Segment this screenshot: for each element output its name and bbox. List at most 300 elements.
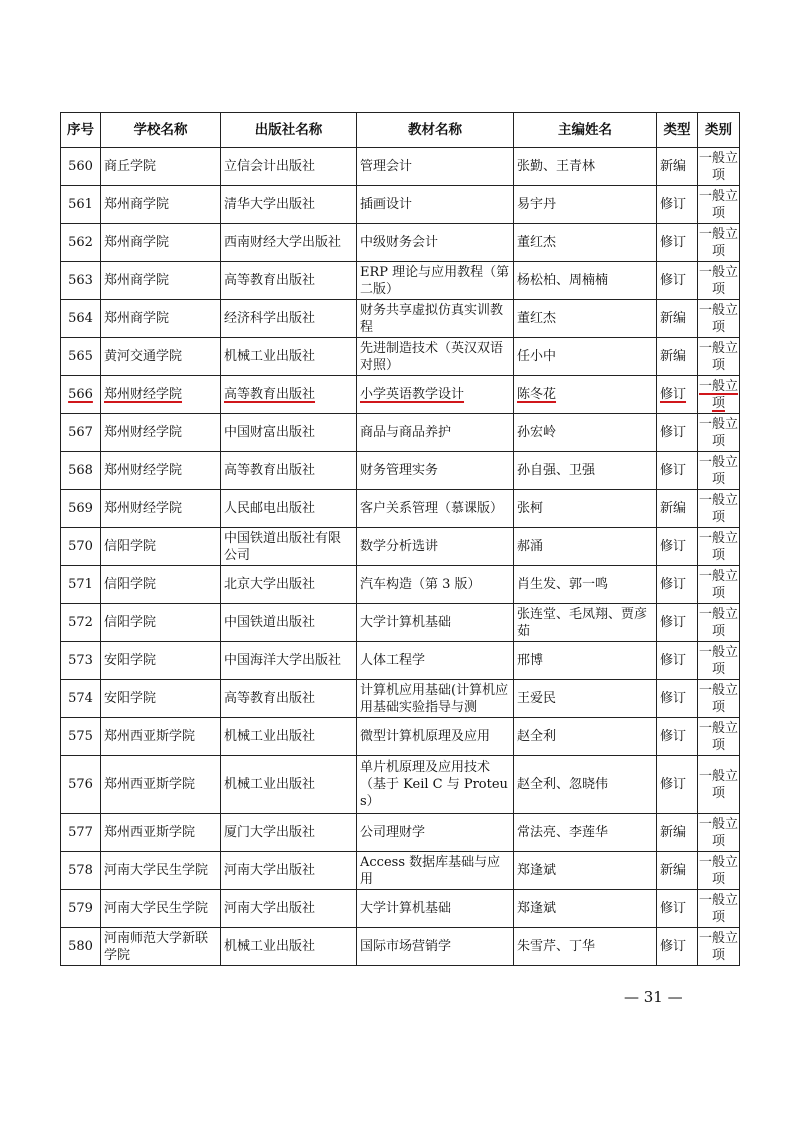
cell-editor-text: 邢博 [517,653,544,668]
cell-editor-text: 赵全利、忽晓伟 [517,777,609,792]
cell-publisher [221,262,357,300]
cell-editor-text: 杨松柏、周楠楠 [517,273,609,288]
cell-textbook [357,528,514,566]
cell-category [698,452,740,490]
cell-no [61,566,101,604]
cell-publisher-text: 高等教育出版社 [224,463,316,478]
cell-category-text: 一般立项 [699,816,739,849]
cell-type-text: 修订 [660,387,687,402]
cell-editor-text: 郑逢斌 [517,863,557,878]
cell-no [61,414,101,452]
table-row [61,852,740,890]
cell-school [101,680,221,718]
cell-category [698,604,740,642]
header-editor: 主编姓名 [514,113,657,148]
cell-publisher [221,756,357,814]
cell-type-text: 新编 [660,159,687,174]
cell-category-text: 一般立项 [699,720,739,753]
cell-publisher [221,452,357,490]
cell-type [657,566,698,604]
cell-category [698,680,740,718]
cell-type [657,528,698,566]
cell-school [101,186,221,224]
cell-no-text: 564 [68,311,93,326]
cell-publisher-text: 清华大学出版社 [224,197,316,212]
cell-school [101,376,221,414]
cell-category [698,928,740,966]
cell-school-text: 郑州商学院 [104,311,170,326]
cell-editor-text: 董红杰 [517,311,557,326]
header-school: 学校名称 [101,113,221,148]
cell-type-text: 修订 [660,425,687,440]
cell-category [698,756,740,814]
cell-publisher [221,928,357,966]
cell-textbook-text: 汽车构造（第 3 版） [360,577,481,592]
cell-editor [514,604,657,642]
cell-category [698,718,740,756]
cell-no-text: 572 [68,615,93,630]
cell-editor [514,718,657,756]
cell-school-text: 河南师范大学新联学院 [104,930,209,963]
cell-editor [514,490,657,528]
table-row [61,814,740,852]
cell-textbook-text: 公司理财学 [360,825,426,840]
cell-category-text: 一般立项 [699,768,739,801]
cell-type-text: 修订 [660,653,687,668]
cell-category [698,376,740,414]
cell-school [101,642,221,680]
cell-no-text: 579 [68,901,93,916]
cell-school-text: 信阳学院 [104,577,157,592]
cell-textbook-text: 先进制造技术（英汉双语对照） [360,340,504,373]
cell-no [61,148,101,186]
cell-publisher-text: 中国铁道出版社 [224,615,316,630]
cell-no-text: 569 [68,501,93,516]
cell-school-text: 信阳学院 [104,539,157,554]
cell-no-text: 570 [68,539,93,554]
cell-school [101,224,221,262]
cell-publisher [221,186,357,224]
cell-school [101,852,221,890]
cell-publisher-text: 机械工业出版社 [224,349,316,364]
cell-category-text: 一般立项 [699,492,739,525]
cell-editor-text: 常法亮、李莲华 [517,825,609,840]
cell-publisher-text: 河南大学出版社 [224,901,316,916]
cell-no [61,452,101,490]
cell-publisher-text: 中国海洋大学出版社 [224,653,342,668]
cell-textbook-text: 商品与商品养护 [360,425,452,440]
cell-type [657,452,698,490]
cell-category [698,148,740,186]
cell-school [101,890,221,928]
cell-no-text: 563 [68,273,93,288]
cell-editor-text: 张柯 [517,501,544,516]
table-row [61,414,740,452]
cell-publisher-text: 立信会计出版社 [224,159,316,174]
cell-editor [514,852,657,890]
cell-school-text: 河南大学民生学院 [104,863,209,878]
cell-textbook [357,890,514,928]
cell-type-text: 新编 [660,349,687,364]
cell-category [698,890,740,928]
cell-type [657,186,698,224]
cell-no [61,928,101,966]
cell-publisher-text: 人民邮电出版社 [224,501,316,516]
cell-category-text: 一般立项 [699,416,739,449]
cell-school [101,414,221,452]
cell-no-text: 565 [68,349,93,364]
cell-no [61,852,101,890]
cell-no-text: 578 [68,863,93,878]
header-publisher: 出版社名称 [221,113,357,148]
cell-school [101,718,221,756]
cell-editor [514,300,657,338]
cell-category-text: 一般立项 [699,454,739,487]
cell-editor-text: 张连堂、毛凤翔、贾彦茹 [517,606,648,639]
cell-school [101,566,221,604]
cell-school [101,300,221,338]
table-body [61,148,740,966]
cell-textbook [357,566,514,604]
cell-school-text: 郑州财经学院 [104,425,183,440]
cell-textbook [357,452,514,490]
cell-publisher-text: 厦门大学出版社 [224,825,316,840]
cell-type [657,642,698,680]
cell-textbook-text: 微型计算机原理及应用 [360,729,491,744]
cell-textbook [357,186,514,224]
cell-publisher [221,376,357,414]
cell-no-text: 577 [68,825,93,840]
cell-editor [514,528,657,566]
table-row [61,718,740,756]
cell-publisher-text: 经济科学出版社 [224,311,316,326]
cell-type-text: 修订 [660,235,687,250]
cell-category [698,186,740,224]
cell-type-text: 修订 [660,729,687,744]
cell-type [657,148,698,186]
cell-category [698,414,740,452]
cell-editor [514,338,657,376]
cell-type [657,756,698,814]
cell-textbook-text: 数学分析选讲 [360,539,439,554]
cell-editor [514,186,657,224]
cell-school-text: 郑州财经学院 [104,463,183,478]
cell-category [698,300,740,338]
cell-type [657,414,698,452]
cell-textbook-text: 人体工程学 [360,653,426,668]
cell-category-text: 一般立项 [699,264,739,297]
cell-type [657,376,698,414]
cell-publisher [221,148,357,186]
cell-category [698,642,740,680]
cell-no [61,490,101,528]
cell-type [657,814,698,852]
cell-category-text: 一般立项 [699,644,739,677]
cell-textbook-text: 插画设计 [360,197,413,212]
cell-publisher-text: 机械工业出版社 [224,939,316,954]
cell-editor [514,376,657,414]
cell-editor [514,756,657,814]
cell-type-text: 修订 [660,615,687,630]
cell-category-text: 一般立项 [699,226,739,259]
header-textbook: 教材名称 [357,113,514,148]
cell-textbook [357,718,514,756]
cell-editor-text: 张勤、王青林 [517,159,596,174]
cell-type-text: 新编 [660,863,687,878]
cell-type [657,490,698,528]
cell-category [698,566,740,604]
cell-no-text: 571 [68,577,93,592]
cell-editor-text: 王爱民 [517,691,557,706]
cell-textbook [357,928,514,966]
cell-publisher [221,718,357,756]
cell-textbook [357,300,514,338]
cell-no-text: 576 [68,777,93,792]
cell-no [61,262,101,300]
cell-publisher-text: 高等教育出版社 [224,273,316,288]
cell-editor [514,814,657,852]
header-row [61,113,740,148]
cell-editor-text: 孙宏岭 [517,425,557,440]
cell-editor [514,224,657,262]
cell-editor [514,680,657,718]
cell-publisher [221,566,357,604]
cell-textbook [357,376,514,414]
table-row [61,566,740,604]
cell-editor [514,262,657,300]
cell-school [101,814,221,852]
cell-publisher-text: 高等教育出版社 [224,387,316,402]
cell-publisher [221,852,357,890]
cell-type [657,224,698,262]
cell-school-text: 郑州商学院 [104,273,170,288]
table-row [61,890,740,928]
cell-school [101,756,221,814]
cell-school-text: 郑州财经学院 [104,387,183,402]
cell-textbook [357,604,514,642]
cell-textbook-text: ERP 理论与应用教程（第二版） [360,264,510,297]
table-row [61,224,740,262]
cell-no [61,186,101,224]
cell-type [657,890,698,928]
table-row [61,148,740,186]
cell-editor-text: 郝涌 [517,539,544,554]
table-row [61,756,740,814]
cell-school [101,928,221,966]
cell-category-text: 一般立项 [699,682,739,715]
cell-textbook [357,262,514,300]
cell-textbook [357,680,514,718]
cell-no [61,338,101,376]
cell-no-text: 573 [68,653,93,668]
cell-no-text: 566 [68,387,93,402]
cell-textbook-text: 财务共享虚拟仿真实训教程 [360,302,504,335]
cell-school [101,528,221,566]
cell-category [698,490,740,528]
cell-textbook [357,490,514,528]
cell-textbook [357,338,514,376]
cell-editor-text: 赵全利 [517,729,557,744]
cell-category [698,852,740,890]
cell-publisher [221,490,357,528]
cell-type [657,338,698,376]
cell-publisher [221,814,357,852]
cell-category-text: 一般立项 [699,340,739,373]
cell-category-text: 一般立项 [699,892,739,925]
cell-publisher-text: 河南大学出版社 [224,863,316,878]
cell-school-text: 黄河交通学院 [104,349,183,364]
cell-no [61,224,101,262]
cell-no-text: 575 [68,729,93,744]
cell-textbook-text: 大学计算机基础 [360,901,452,916]
cell-school [101,148,221,186]
cell-category-text: 一般立项 [699,530,739,563]
page-number: — 31 — [624,988,683,1006]
cell-textbook [357,642,514,680]
cell-editor-text: 郑逢斌 [517,901,557,916]
cell-textbook-text: 中级财务会计 [360,235,439,250]
cell-category-text: 一般立项 [699,378,739,411]
cell-publisher-text: 机械工业出版社 [224,777,316,792]
cell-school-text: 郑州西亚斯学院 [104,777,196,792]
cell-category-text: 一般立项 [699,854,739,887]
cell-textbook [357,148,514,186]
cell-no [61,376,101,414]
cell-type [657,604,698,642]
cell-no-text: 560 [68,159,93,174]
header-no: 序号 [61,113,101,148]
cell-editor-text: 肖生发、郭一鸣 [517,577,609,592]
table-row [61,604,740,642]
cell-editor [514,148,657,186]
cell-textbook-text: 单片机原理及应用技术（基于 Keil C 与 Proteus） [360,760,508,809]
cell-type-text: 修订 [660,463,687,478]
cell-no [61,642,101,680]
cell-school-text: 郑州西亚斯学院 [104,729,196,744]
cell-textbook [357,756,514,814]
cell-type-text: 修订 [660,577,687,592]
cell-textbook [357,814,514,852]
cell-publisher [221,890,357,928]
header-category: 类别 [698,113,740,148]
cell-publisher [221,300,357,338]
cell-editor-text: 朱雪芹、丁华 [517,939,596,954]
cell-publisher [221,414,357,452]
cell-publisher [221,528,357,566]
cell-school [101,604,221,642]
cell-type-text: 新编 [660,825,687,840]
cell-publisher-text: 高等教育出版社 [224,691,316,706]
cell-textbook-text: 大学计算机基础 [360,615,452,630]
table-row [61,338,740,376]
cell-school-text: 河南大学民生学院 [104,901,209,916]
cell-category [698,814,740,852]
cell-editor [514,566,657,604]
cell-category-text: 一般立项 [699,930,739,963]
header-type: 类型 [657,113,698,148]
cell-type-text: 修订 [660,539,687,554]
cell-editor [514,890,657,928]
cell-publisher-text: 机械工业出版社 [224,729,316,744]
table-row [61,528,740,566]
cell-textbook-text: 小学英语教学设计 [360,387,465,402]
cell-textbook-text: 管理会计 [360,159,413,174]
cell-textbook [357,414,514,452]
cell-school-text: 商丘学院 [104,159,157,174]
cell-editor [514,642,657,680]
cell-editor-text: 董红杰 [517,235,557,250]
cell-editor-text: 陈冬花 [517,387,557,402]
cell-publisher [221,642,357,680]
cell-publisher-text: 北京大学出版社 [224,577,316,592]
cell-type-text: 新编 [660,501,687,516]
cell-publisher-text: 西南财经大学出版社 [224,235,342,250]
table-row [61,490,740,528]
cell-no [61,890,101,928]
cell-type [657,300,698,338]
cell-type-text: 修订 [660,901,687,916]
cell-publisher-text: 中国铁道出版社有限公司 [224,530,342,563]
cell-textbook-text: 国际市场营销学 [360,939,452,954]
table-row [61,376,740,414]
cell-no [61,528,101,566]
cell-school [101,262,221,300]
cell-no [61,756,101,814]
cell-category-text: 一般立项 [699,606,739,639]
table-row [61,642,740,680]
cell-type-text: 修订 [660,777,687,792]
cell-type [657,852,698,890]
cell-editor-text: 易宇丹 [517,197,557,212]
cell-school-text: 郑州商学院 [104,235,170,250]
cell-category [698,262,740,300]
cell-publisher [221,338,357,376]
cell-textbook [357,224,514,262]
cell-type-text: 修订 [660,691,687,706]
table-row [61,680,740,718]
cell-type-text: 修订 [660,273,687,288]
cell-no [61,680,101,718]
table-row [61,452,740,490]
cell-school-text: 郑州财经学院 [104,501,183,516]
cell-no-text: 561 [68,197,93,212]
cell-no-text: 580 [68,939,93,954]
cell-no [61,718,101,756]
table-row [61,186,740,224]
cell-no [61,604,101,642]
cell-textbook-text: 财务管理实务 [360,463,439,478]
cell-category [698,528,740,566]
cell-publisher [221,604,357,642]
cell-type [657,718,698,756]
cell-category-text: 一般立项 [699,188,739,221]
cell-no-text: 574 [68,691,93,706]
table-row [61,262,740,300]
cell-school-text: 郑州西亚斯学院 [104,825,196,840]
cell-school [101,490,221,528]
cell-category-text: 一般立项 [699,150,739,183]
cell-publisher [221,224,357,262]
cell-type-text: 修订 [660,197,687,212]
cell-no-text: 568 [68,463,93,478]
cell-textbook-text: 计算机应用基础(计算机应用基础实验指导与测 [360,682,509,715]
cell-school [101,338,221,376]
cell-editor [514,928,657,966]
cell-category [698,224,740,262]
cell-school-text: 安阳学院 [104,691,157,706]
cell-school-text: 郑州商学院 [104,197,170,212]
cell-no-text: 562 [68,235,93,250]
